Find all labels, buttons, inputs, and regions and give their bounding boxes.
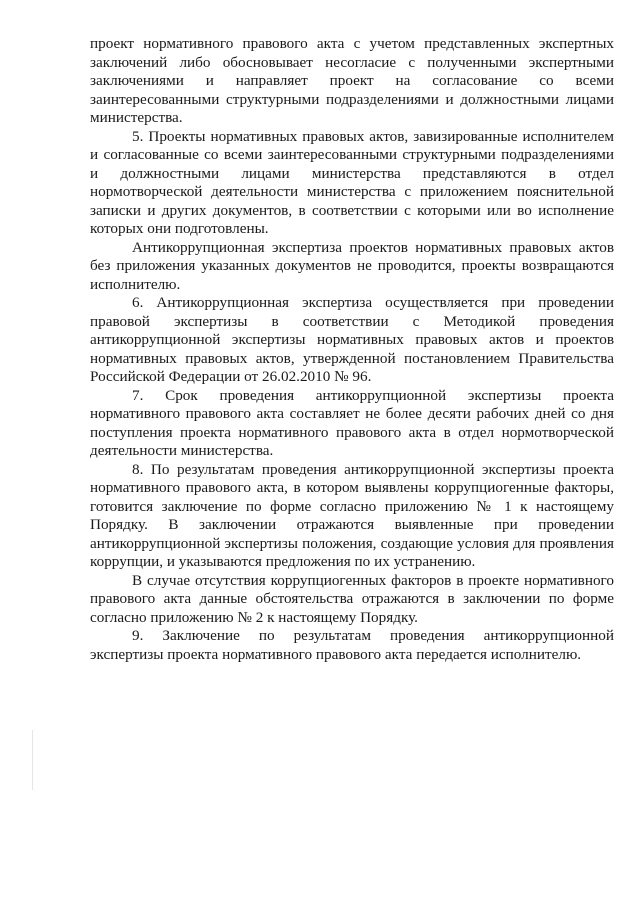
paragraph-5: 5. Проекты нормативных правовых актов, завизированные исполнителем и согласованные со всеми заинтересованными структурными подразделениями и должностными лицами министерства представляются в отдел нормотворческой деятельности министерства с приложением пояснительной записки и других документов, в соответствии с которыми или во исполнение которых они подготовлены. bbox=[90, 127, 614, 237]
paragraph-7: 7. Срок проведения антикоррупционной экспертизы проекта нормативного правового акта составляет не более десяти рабочих дней со дня поступления проекта нормативного правового акта в отдел нормотворческой деятельности министерства. bbox=[90, 386, 614, 459]
paragraph-8-note: В случае отсутствия коррупциогенных факторов в проекте нормативного правового акта данные обстоятельства отражаются в заключении по форме согласно приложению № 2 к настоящему Порядку. bbox=[90, 571, 614, 626]
paragraph-5-note: Антикоррупционная экспертиза проектов нормативных правовых актов без приложения указанных документов не проводится, проекты возвращаются исполнителю. bbox=[90, 238, 614, 293]
paragraph-8: 8. По результатам проведения антикоррупционной экспертизы проекта нормативного правового акта, в котором выявлены коррупциогенные факторы, готовится заключение по форме согласно приложению № 1 к настоящему Порядку. В заключении отражаются выявленные при проведении антикоррупционной экспертизы положения, создающие условия для проявления коррупции, и указываются предложения по их устранению. bbox=[90, 460, 614, 570]
paragraph-4-continuation: проект нормативного правового акта с учетом представленных экспертных заключений либо обосновывает несогласие с полученными экспертными заключениями и направляет проект на согласование со всеми заинтересованными структурными подразделениями и должностными лицами министерства. bbox=[90, 35, 614, 126]
paragraph-9: 9. Заключение по результатам проведения антикоррупционной экспертизы проекта нормативного правового акта передается исполнителю. bbox=[90, 627, 614, 663]
scan-artifact bbox=[32, 730, 33, 790]
document-body bbox=[90, 35, 614, 664]
paragraph-6: 6. Антикоррупционная экспертиза осуществляется при проведении правовой экспертизы в соответствии с Методикой проведения антикоррупционной экспертизы нормативных правовых актов и проектов нормативных правовых актов, утвержденной постановлением Правительства Российской Федерации от 26.02.2010 № 96. bbox=[90, 294, 614, 385]
